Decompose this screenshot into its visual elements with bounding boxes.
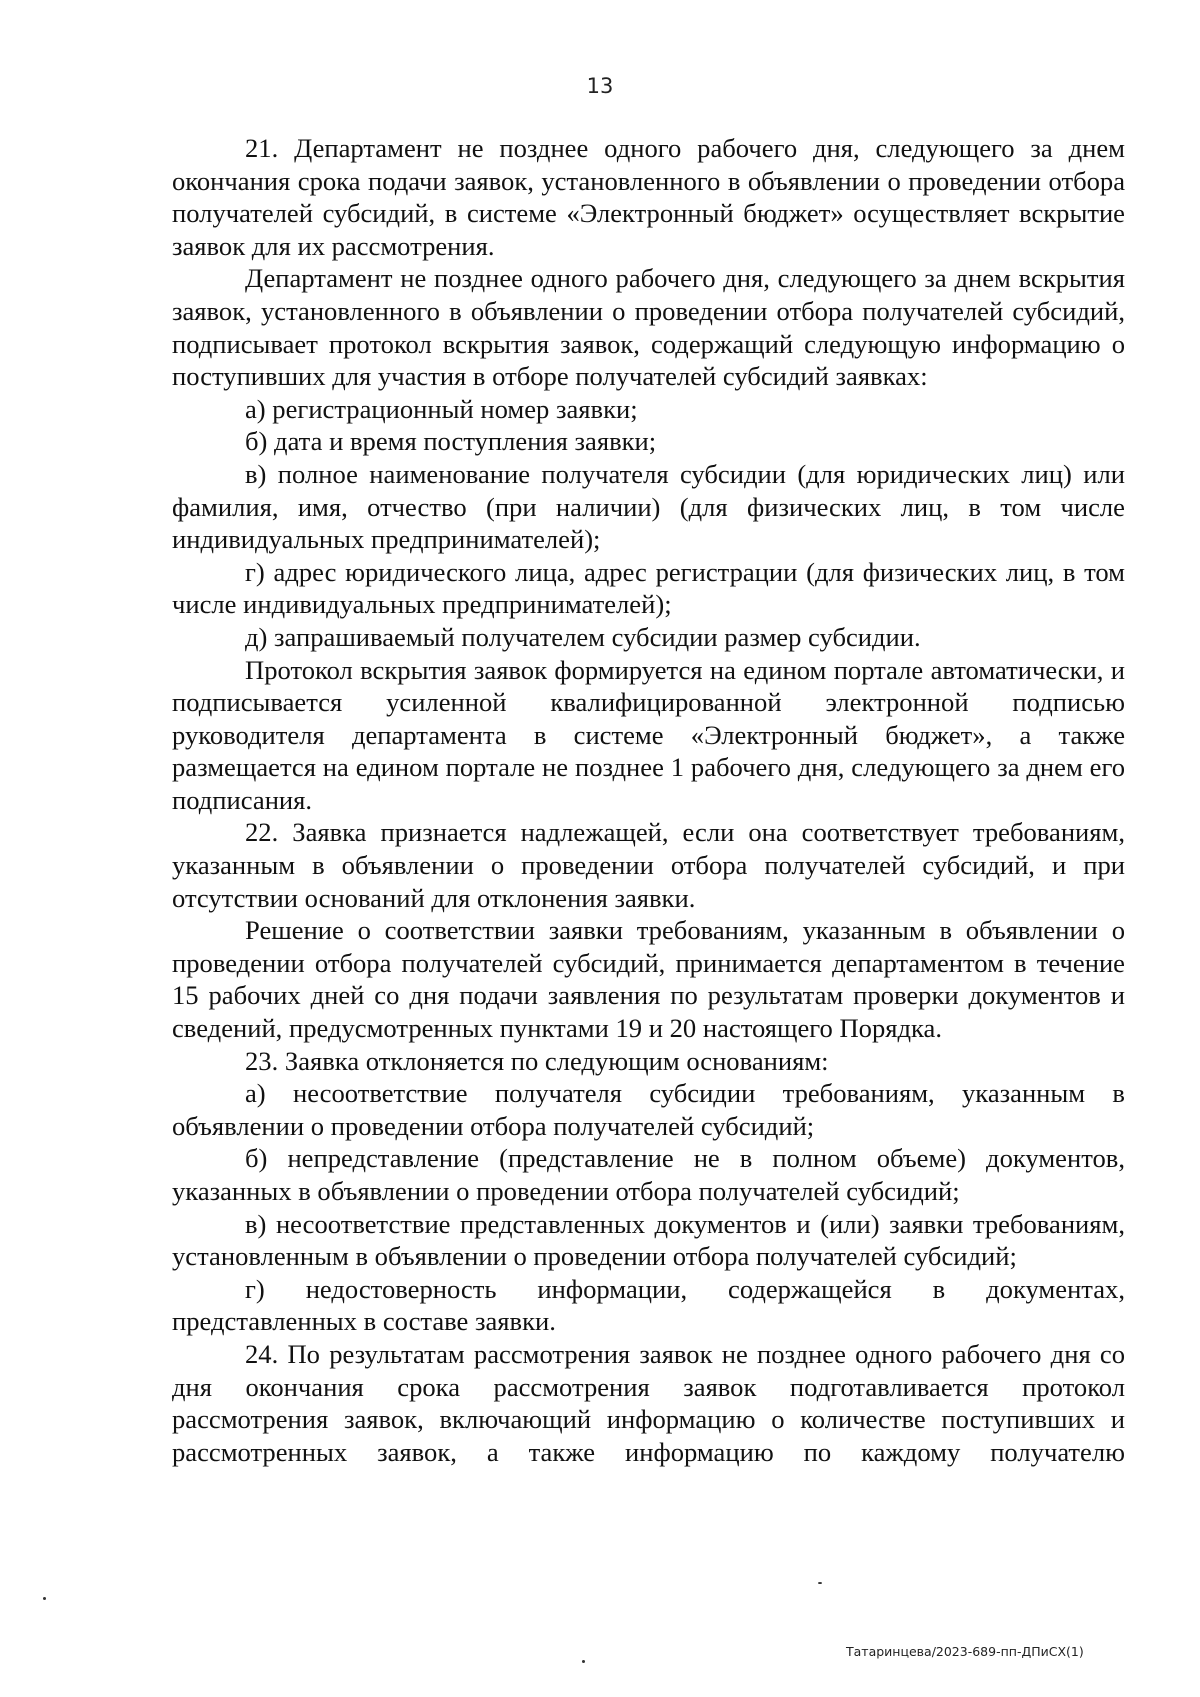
list-item-v-full-name: в) полное наименование получателя субсидии (для юридических лиц) или фамилия, имя, отчество (при наличии) (для физических лиц, в том числе индивидуальных предпринимателей); [172,458,1125,555]
scan-speck [43,1597,46,1600]
document-footer-code: Татаринцева/2023-689-пп-ДПиСХ(1) [846,1644,1084,1659]
paragraph-23-rejection-grounds: 23. Заявка отклоняется по следующим основаниям: [245,1045,829,1076]
scan-speck [818,1582,822,1584]
paragraph-protocol-formation: Протокол вскрытия заявок формируется на едином портале автоматически, и подписывается усиленной квалифицированной электронной подписью руководителя департамента в системе «Электронный бюджет», а также размещается на едином портале не позднее 1 рабочего дня, следующего за днем его подписания. [172,654,1125,815]
document-body [172,132,1125,1468]
rejection-item-v: в) несоответствие представленных документов и (или) заявки требованиям, установленным в объявлении о проведении отбора получателей субсидий; [172,1208,1125,1272]
list-item-b-date-time: б) дата и время поступления заявки; [245,426,657,457]
rejection-item-a: а) несоответствие получателя субсидии требованиям, указанным в объявлении о проведении отбора получателей субсидий; [172,1078,1125,1141]
page-number: 13 [586,74,614,98]
rejection-item-b: б) непредставление (представление не в полном объеме) документов, указанных в объявлении о проведении отбора получателей субсидий; [172,1143,1125,1206]
paragraph-compliance-decision: Решение о соответствии заявки требованиям, указанным в объявлении о проведении отбора получателей субсидий, принимается департаментом в течение 15 рабочих дней со дня подачи заявления по результатам проверки документов и сведений, предусмотренных пунктами 19 и 20 настоящего Порядка. [172,915,1125,1044]
paragraph-21-opening: 21. Департамент не позднее одного рабочего дня, следующего за днем окончания срока подачи заявок, установленного в объявлении о проведении отбора получателей субсидий, в системе «Электронный бюджет» осуществляет вскрытие заявок для их рассмотрения. [172,133,1125,261]
list-item-d-subsidy-amount: д) запрашиваемый получателем субсидии размер субсидии. [245,621,921,652]
list-item-a-registration-number: а) регистрационный номер заявки; [245,393,638,424]
scan-speck [582,1660,585,1663]
list-item-g-address: г) адрес юридического лица, адрес регистрации (для физических лиц, в том числе индивидуальных предпринимателей); [172,556,1125,620]
paragraph-24-review-protocol: 24. По результатам рассмотрения заявок не позднее одного рабочего дня со дня окончания срока рассмотрения заявок подготавливается протокол рассмотрения заявок, включающий информацию о количестве поступивших и рассмотренных заявок, а также информацию по каждому получателю [172,1338,1125,1467]
rejection-item-g: г) недостоверность информации, содержащейся в документах, представленных в составе заявки. [172,1273,1125,1337]
paragraph-22-proper-application: 22. Заявка признается надлежащей, если она соответствует требованиям, указанным в объявлении о проведении отбора получателей субсидий, и при отсутствии оснований для отклонения заявки. [172,817,1125,913]
paragraph-protocol-signing: Департамент не позднее одного рабочего дня, следующего за днем вскрытия заявок, установленного в объявлении о проведении отбора получателей субсидий, подписывает протокол вскрытия заявок, содержащий следующую информацию о поступивших для участия в отборе получателей субсидий заявках: [172,263,1125,392]
